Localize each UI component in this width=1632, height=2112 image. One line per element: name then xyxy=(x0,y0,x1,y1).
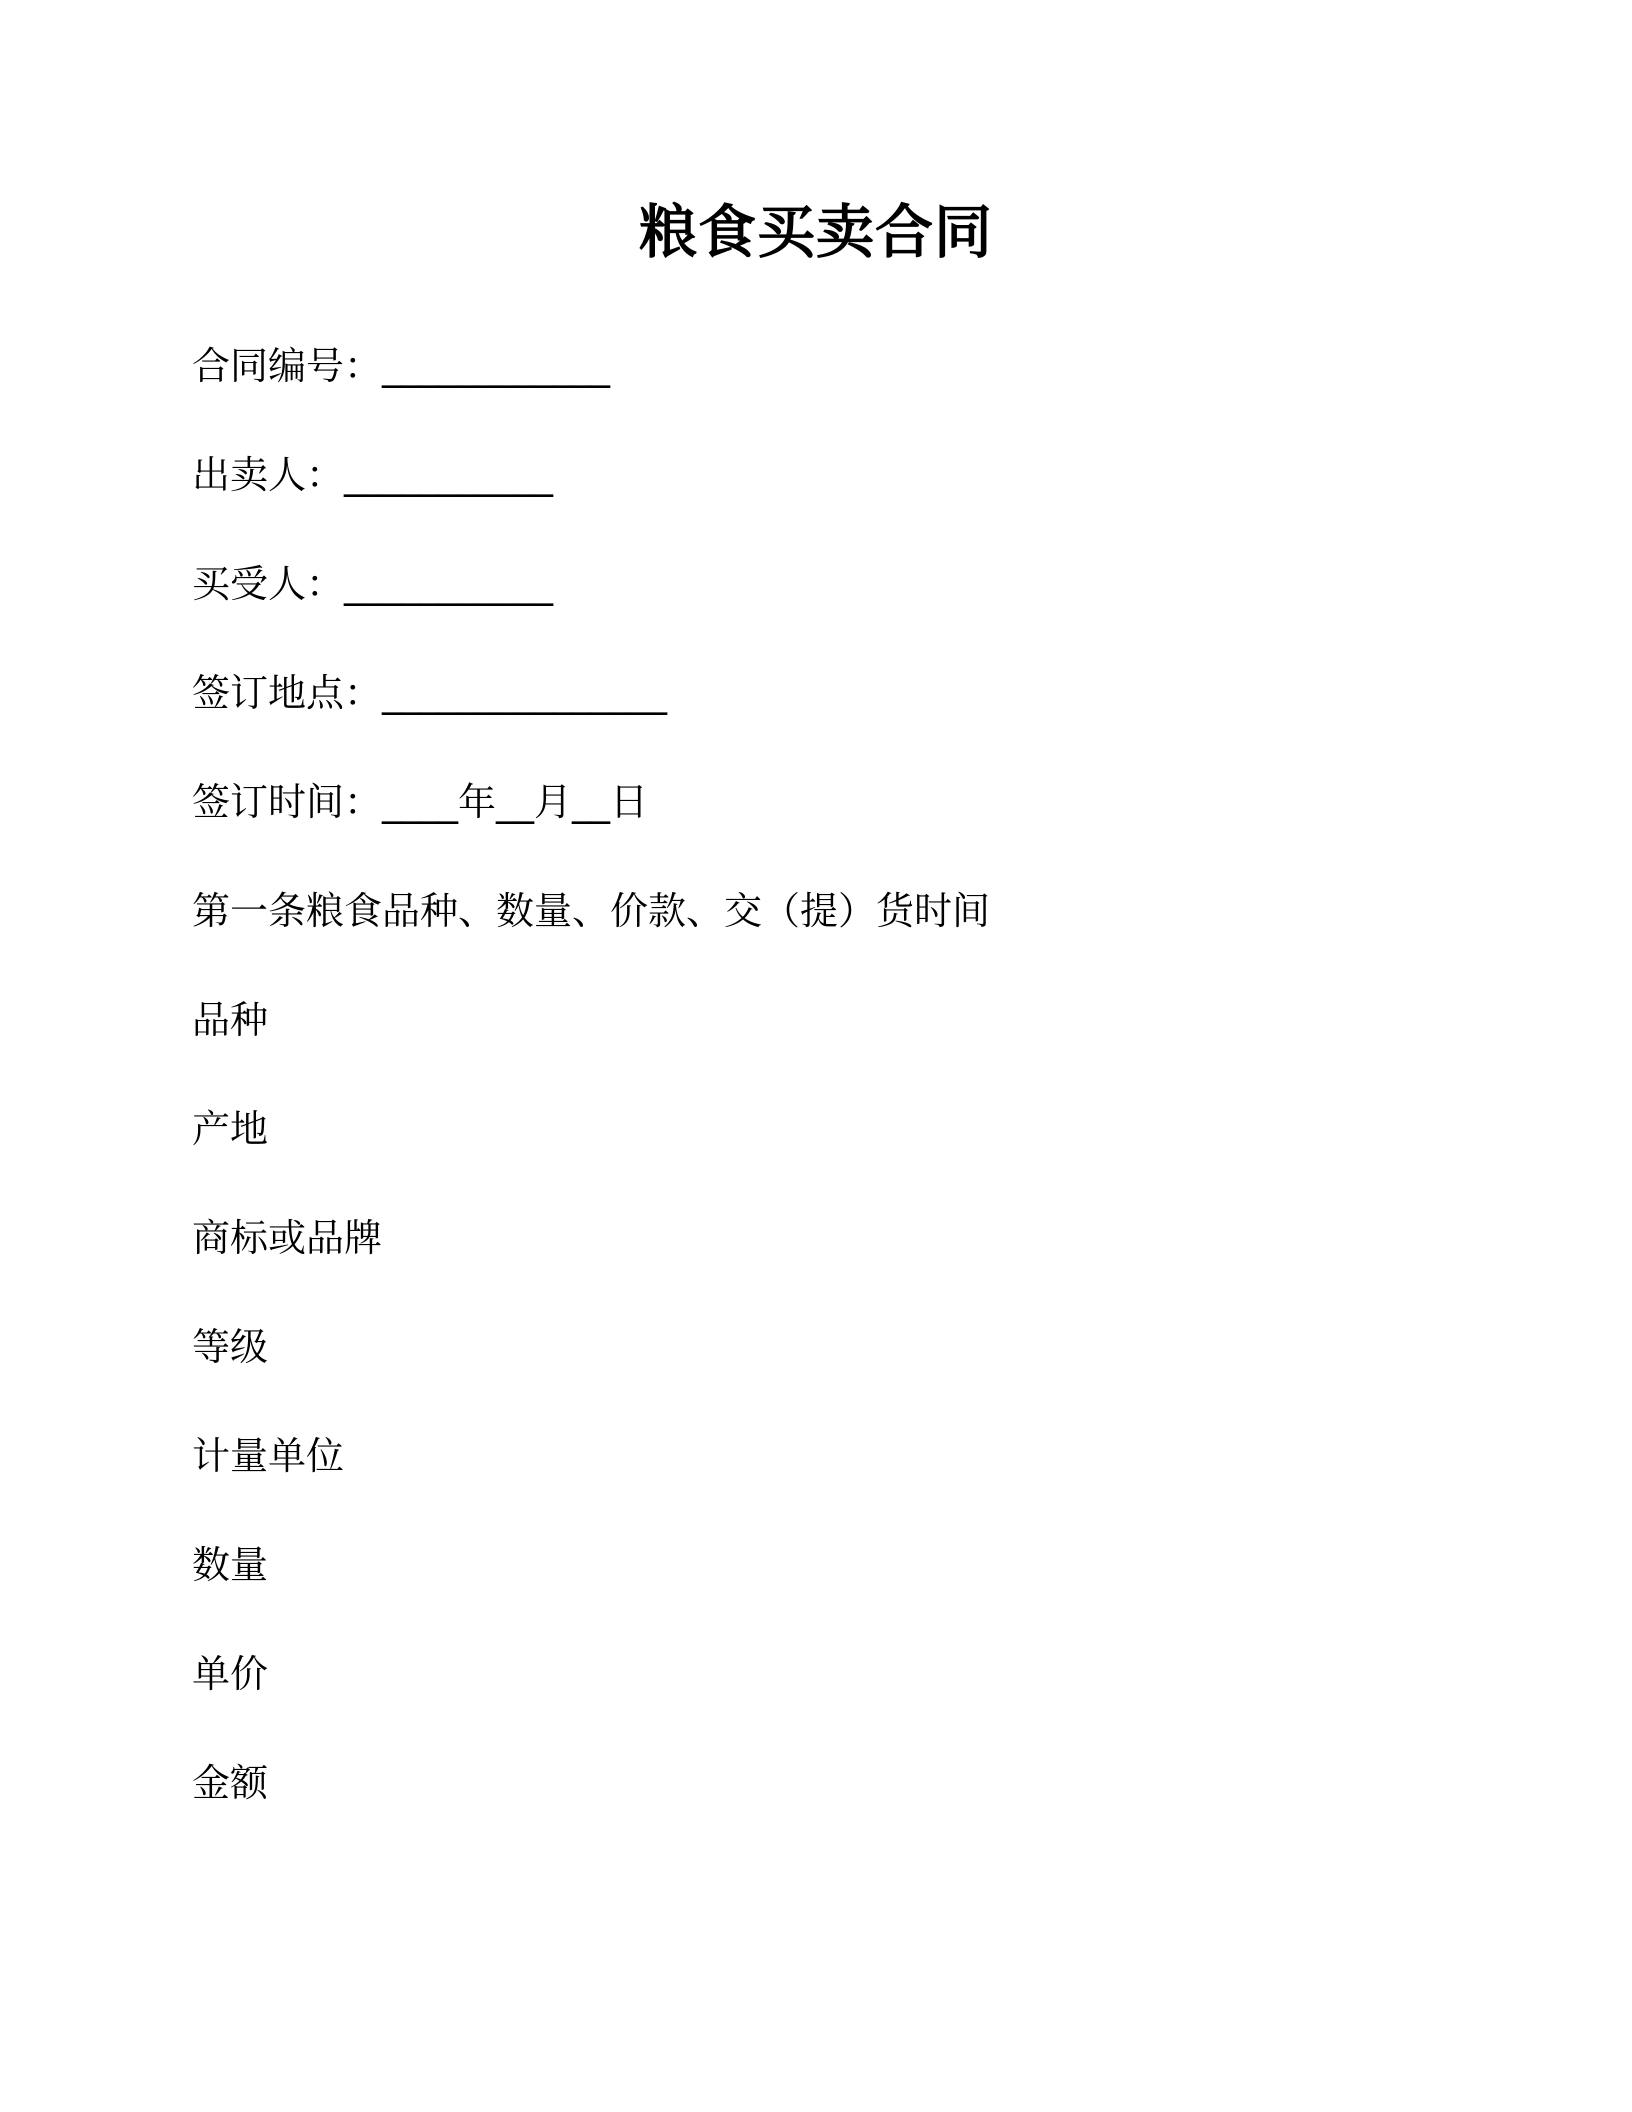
document-title: 粮食买卖合同 xyxy=(638,198,993,266)
item-grade: 等级 xyxy=(192,1325,269,1369)
buyer-line: 买受人：___________ xyxy=(192,562,554,606)
item-origin: 产地 xyxy=(192,1107,269,1151)
item-brand: 商标或品牌 xyxy=(192,1216,383,1260)
item-unit: 计量单位 xyxy=(192,1434,345,1478)
item-quantity: 数量 xyxy=(192,1543,269,1587)
signing-place-line: 签订地点：_______________ xyxy=(192,671,668,715)
item-variety: 品种 xyxy=(192,998,269,1042)
signing-date-line: 签订时间：____年__月__日 xyxy=(192,780,649,824)
article-one-heading: 第一条粮食品种、数量、价款、交（提）货时间 xyxy=(192,889,991,933)
seller-line: 出卖人：___________ xyxy=(192,453,554,497)
item-unit-price: 单价 xyxy=(192,1652,269,1696)
item-amount: 金额 xyxy=(192,1761,269,1805)
contract-number-line: 合同编号：____________ xyxy=(192,344,611,388)
